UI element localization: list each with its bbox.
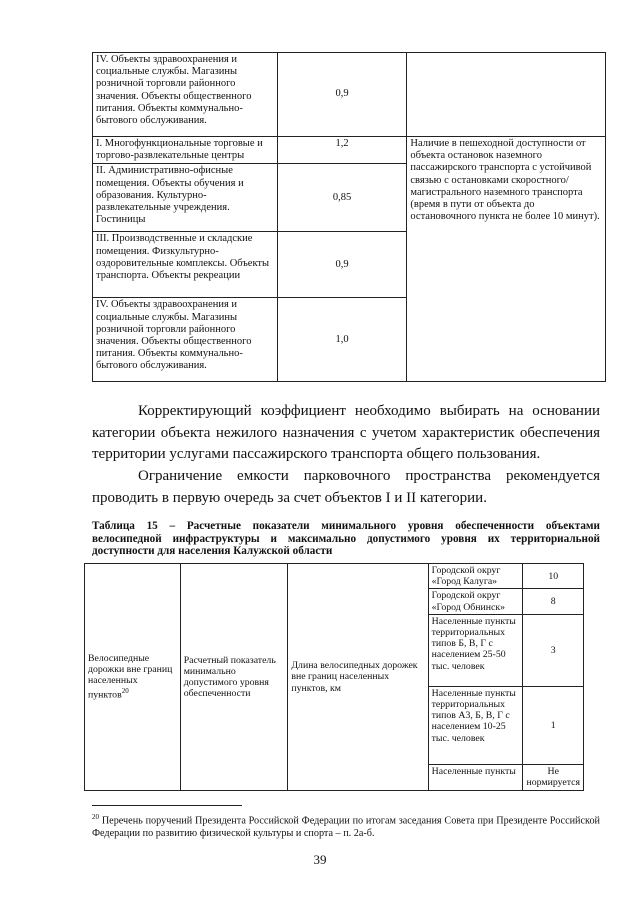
table-cell: II. Административно-офисные помещения. Объекты обучения и образования. Культурно-развлекательные учреждения. Гостиницы [93, 164, 278, 232]
table-cell [85, 564, 181, 791]
footnote-mark: 20 [92, 813, 99, 821]
table-cell: 0,9 [277, 232, 407, 298]
parking-coefficient-table [92, 52, 606, 382]
table-cell: 0,85 [277, 164, 407, 232]
condition-cell: Наличие в пешеходной доступности от объекта остановок наземного пассажирского транспорта с устойчивой связью с остановками скоростного/магистрального наземного транспорта (время в пути от объекта до остановочного пункта не более 10 минут). [407, 137, 606, 382]
footnote-ref: 20 [121, 687, 129, 696]
table-row [85, 564, 584, 589]
table-cell: IV. Объекты здравоохранения и социальные службы. Магазины розничной торговли районного значения. Объекты общественного питания. Объекты коммунально-бытового обслуживания. [93, 53, 278, 137]
table-cell: 0,9 [277, 53, 407, 137]
table-cell: Не нормируется [523, 764, 584, 790]
page-number: 39 [313, 852, 327, 867]
table-cell: 8 [523, 589, 584, 614]
table-cell: Городской округ «Город Калуга» [428, 564, 523, 589]
table-cell: I. Многофункциональные торговые и торгово-развлекательные центры [93, 137, 278, 164]
table-cell: Населенные пункты [428, 764, 523, 790]
paragraph: Корректирующий коэффициент необходимо выбирать на основании категории объекта нежилого назначения с учетом характеристик обеспечения территории услугами пассажирского транспорта общего пользования. [92, 403, 600, 462]
table-cell [407, 53, 606, 137]
col1-text: Велосипедные дорожки вне границ населенных пунктов [88, 652, 173, 701]
table-cell: IV. Объекты здравоохранения и социальные службы. Магазины розничной торговли районного значения. Объекты общественного питания. Объекты коммунально-бытового обслуживания. [93, 298, 278, 382]
footnote-divider [92, 805, 242, 806]
table-cell: 1,0 [277, 298, 407, 382]
table-row [93, 137, 606, 164]
table-cell: Населенные пункты территориальных типов Б, В, Г с населением 25-50 тыс. человек [428, 614, 523, 686]
footnote [92, 811, 600, 840]
table-cell: 3 [523, 614, 584, 686]
table-cell: Населенные пункты территориальных типов А3, Б, В, Г с населением 10-25 тыс. человек [428, 686, 523, 764]
table-cell: 1 [523, 686, 584, 764]
table-cell: III. Производственные и складские помещения. Физкультурно-оздоровительные комплексы. Объекты транспорта. Объекты рекреации [93, 232, 278, 298]
bicycle-infrastructure-table [84, 563, 584, 791]
table-cell: 10 [523, 564, 584, 589]
footnote-text: Перечень поручений Президента Российской Федерации по итогам заседания Совета при Президенте Российской Федерации по развитию физической культуры и спорта – п. 2а-б. [92, 815, 601, 839]
paragraph: Ограничение емкости парковочного пространства рекомендуется проводить в первую очередь за счет объектов I и II категории. [92, 468, 600, 506]
table-caption: Таблица 15 – Расчетные показатели минимального уровня обеспеченности объектами велосипедной инфраструктуры и максимально допустимого уровня их территориальной доступности для населения Калужской области [92, 520, 600, 557]
table-cell: Расчетный показатель минимально допустимого уровня обеспеченности [180, 564, 288, 791]
table-row [93, 53, 606, 137]
table-cell: Городской округ «Город Обнинск» [428, 589, 523, 614]
table-cell: Длина велосипедных дорожек вне границ населенных пунктов, км [288, 564, 428, 791]
table-cell: 1,2 [277, 137, 407, 164]
